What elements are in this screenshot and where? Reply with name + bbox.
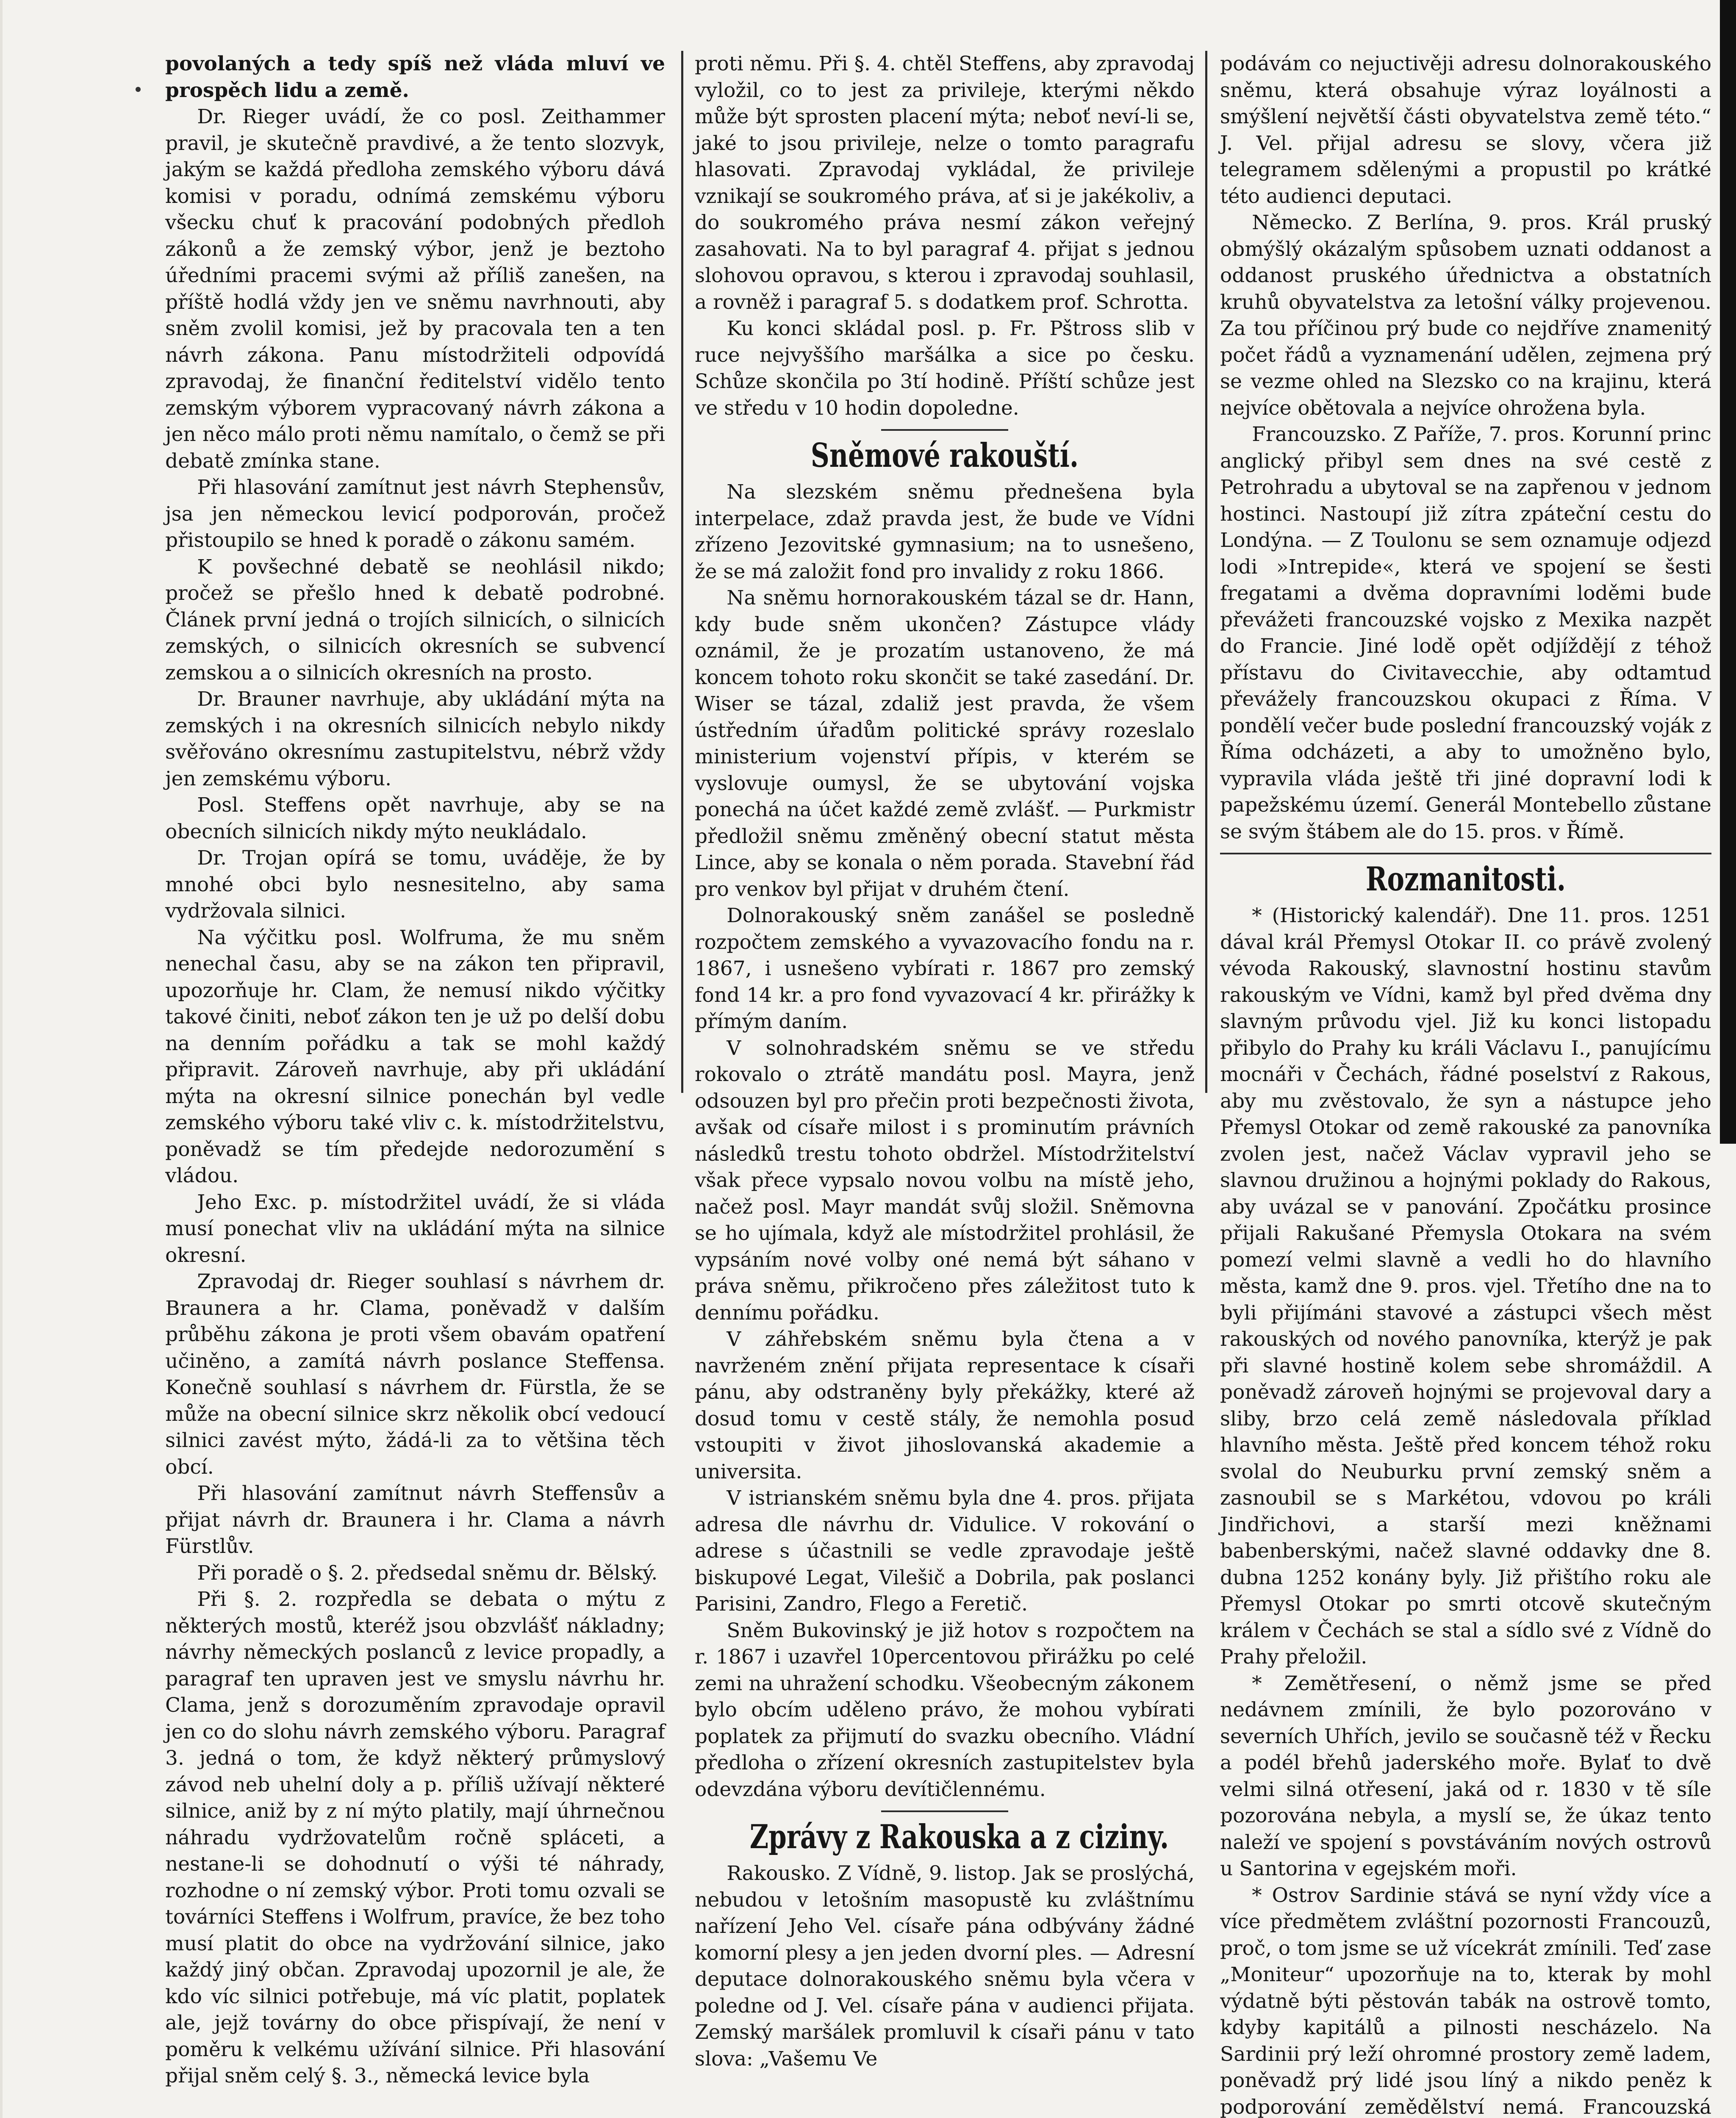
paragraph: K povšechné debatě se neohlásil nikdo; pročež se přešlo hned k debatě podrobné. Článek první jedná o trojích silnicích, o silnicích zemských, o silnicích okresních se subvencí zemskou a o silnicích okresních na prosto. [165,555,665,685]
column-3 [1220,51,1711,2118]
paragraph: Zpravodaj dr. Rieger souhlasí s návrhem dr. Braunera a hr. Clama, poněvadž v dalším průběhu zákona je proti všem obavám opatření učiněno, a zamítá návrh poslance Steffensa. Konečně souhlasí s návrhem dr. Fürstla, že se může na obecní silnice skrz několik obcí vedoucí silnici zavést mýto, žádá-li za to většina těch obcí. [165,1270,665,1479]
column-rule-1 [681,51,683,1093]
paragraph: podávám co nejuctivěji adresu dolnorakouského sněmu, která obsahuje výraz loyálnosti a smýšlení největší části obyvatelstva země této.“ J. Vel. přijal adresu se slovy, včera již telegramem sdělenými a propustil po krátké této audienci deputaci. [1220,52,1711,208]
paragraph: Ku konci skládal posl. p. Fr. Pštross slib v ruce nejvyššího maršálka a sice po česku. Schůze skončila po 3tí hodině. Příští schůze jest ve středu v 10 hodin dopoledne. [695,317,1195,420]
section-heading: Zprávy z Rakouska a z ciziny. [749,1818,1169,1856]
paragraph: Francouzsko. Z Paříže, 7. pros. Korunní princ anglický přibyl sem dnes na své cestě z Petrohradu a ubytoval se na zapřenou v jednom hostinci. Nastoupí již zítra zpáteční cestu do Londýna. — Z Toulonu se sem oznamuje odjezd lodi »Intrepide«, která ve spojení se šesti fregatami a dvěma dopravními loděmi bude převážeti francouzské vojsko z Mexika nazpět do Francie. Jiné lodě opět odjíždějí z téhož přístavu do Civitavecchie, aby odtamtud převážely francouzskou okupaci z Říma. V pondělí večer bude poslední francouzský voják z Říma odcházeti, a aby to umožněno bylo, vypravila vláda ještě tři jiné dopravní lodi k papežskému území. Generál Montebello zůstane se svým štábem ale do 15. pros. v Římě. [1220,423,1711,843]
paragraph: * Ostrov Sardinie stává se nyní vždy více a více předmětem zvláštní pozornosti Francouzů, proč, o tom jsme se už vícekrát zmínili. Teď zase „Moniteur“ upozorňuje na to, kterak by mohl výdatně býti pěstován tabák na ostrově tomto, kdyby kapitálů a pilnosti nescházelo. Na Sardinii prý leží ohromné prostory země ladem, poněvadž prý lidé jsou líný a nikdo peněz k podporování zemědělství nemá. Francouzská [1220,1883,1711,2118]
paragraph: V záhřebském sněmu byla čtena a v navrženém znění přijata representace k císaři pánu, aby odstraněny byly překážky, které až dosud tomu v cestě stály, že nemohla posud vstoupiti v život jihoslovanská akademie a universita. [695,1328,1195,1483]
column-1 [165,51,665,2088]
paragraph: Německo. Z Berlína, 9. pros. Král pruský obmýšlý okázalým spůsobem uznati oddanost a oddanost pruského úřednictva a obstatních kruhů obyvatelstva za letošní války projevenou. Za tou příčinou prý bude co nejdříve znamenitý počet řádů a vyznamenání udělen, zejmena prý se vezme ohled na Slezsko co na krajinu, která nejvíce obětovala a nejvíce ohrožena byla. [1220,211,1711,420]
paragraph: V istrianském sněmu byla dne 4. pros. přijata adresa dle návrhu dr. Vidulice. V rokování o adrese s účastnili se vedle zpravodaje ještě biskupové Legat, Vilešič a Dobrila, pak poslanci Parisini, Zandro, Flego a Feretič. [695,1486,1195,1616]
paragraph: Při hlasování zamítnut návrh Steffensův a přijat návrh dr. Braunera i hr. Clama a návrh Fürstlův. [165,1482,665,1558]
paragraph: povolaných a tedy spíš než vláda mluví ve prospěch lidu a země. [165,52,665,102]
paragraph: Při §. 2. rozpředla se debata o mýtu z některých mostů, kteréž jsou obzvlášť nákladny; návrhy německých poslanců z levice propadly, a paragraf ten upraven jest ve smyslu návrhu hr. Clama, jenž s dorozuměním zpravodaje opravil jen co do slohu návrh zemského výboru. Paragraf 3. jedná o tom, že když některý průmyslový závod neb uhelní doly a p. příliš užívají některé silnice, aniž by z ní mýto platily, mají úhrnečnou náhradu vydržovatelům ročně spláceti, a nestane-li se dohodnutí o výši té náhrady, rozhodne o ní zemský výbor. Proti tomu ozvali se továrníci Steffens i Wolfrum, pravíce, že bez toho musí platit do obce na vydržování silnice, jako každý jiný občan. Zpravodaj upozornil je ale, že kdo víc silnici potřebuje, má víc platit, poplatek ale, jejž továrny do obce přispívají, že není v poměru k velkému užívání silnice. Při hlasování přijal sněm celý §. 3., německá levice byla [165,1588,665,2088]
paragraph: Při hlasování zamítnut jest návrh Stephensův, jsa jen německou levicí podporován, pročež přistoupilo se hned k poradě o zákonu samém. [165,476,665,552]
paragraph: proti němu. Při §. 4. chtěl Steffens, aby zpravodaj vyložil, co to jest za privileje, kterými někdo může být sprosten placení mýta; neboť neví-li se, jaké to jsou privileje, nelze o tomto paragrafu hlasovati. Zpravodaj vykládal, že privileje vznikají se soukromého práva, ať si je jakékoliv, a do soukromého práva nesmí zákon veřejný zasahovati. Na to byl paragraf 4. přijat s jednou slohovou opravou, s kterou i zpravodaj souhlasil, a rovněž i paragraf 5. s dodatkem prof. Schrotta. [695,52,1195,314]
column-rule-2 [1205,51,1207,1093]
paragraph: Sněm Bukovinský je již hotov s rozpočtem na r. 1867 i uzavřel 10percentovou přirážku po celé zemi na uhražení schodku. Všeobecným zákonem bylo obcím uděleno právo, že mohou vybírati poplatek za přijmutí do svazku obecního. Vládní předloha o zřízení okresních zastupitelstev byla odevzdána výboru devítičlennému. [695,1619,1195,1801]
paragraph: Na sněmu hornorakouském tázal se dr. Hann, kdy bude sněm ukončen? Zástupce vlády oznámil, že je prozatím ustanoveno, že má koncem tohoto roku skončit se také zasedání. Dr. Wiser se tázal, zdaliž jest pravda, že všem ústředním úřadům politické správy rozeslalo ministerium vojenství přípis, v kterém se vyslovuje oumysl, že se ubytování vojska ponechá na účet každé země zvlášť. — Purkmistr předložil sněmu změněný obecní statut města Lince, aby se konala o něm porada. Stavební řád pro venkov byl přijat v druhém čtení. [695,586,1195,901]
section-divider [881,429,1008,431]
column-2 [695,51,1195,2071]
paragraph: V solnohradském sněmu se ve středu rokovalo o ztrátě mandátu posl. Mayra, jenž odsouzen byl pro přečin proti bezpečnosti života, avšak od císaře milost i s prominutím právních následků trestu tohoto obdržel. Místodržitelství však přece vypsalo novou volbu na místě jeho, načež posl. Mayr mandát svůj složil. Sněmovna se ho ujímala, když ale místodržitel prohlásil, že vypsáním nové volby oné nemá být sáhano v práva sněmu, přikročeno přes záležitost tuto k dennímu pořádku. [695,1036,1195,1325]
paragraph: * (Historický kalendář). Dne 11. pros. 1251 dával král Přemysl Otokar II. co právě zvolený vévoda Rakouský, slavnostní hostinu stavům rakouským ve Vídni, kamž byl před dvěma dny slavným průvodu vjel. Již ku konci listopadu přibylo do Prahy ku králi Václavu I., panujícímu mocnáři v Čechách, řádné poselství z Rakous, aby mu zvěstovalo, že syn a nástupce jeho Přemysl Otokar od země rakouské za panovníka zvolen jest, načež Václav vypravil jeho se slavnou družinou a hojnými poklady do Rakous, aby uvázal se v panování. Zpočátku prosince přijali Rakušané Přemysla Otokara na svém pomezí velmi slavně a vedli ho do hlavního města, kamž dne 9. pros. vjel. Třetího dne na to byli přijímáni stavové a zástupci všech měst rakouských od nového panovníka, kterýž je pak při slavné hostině kolem sebe shromáždil. A poněvadž zároveň hojnými se projevoval dary a sliby, brzo celá země následovala příklad hlavního města. Ještě před koncem téhož roku svolal do Neuburku první zemský sněm a zasnoubil se s Markétou, vdovou po králi Jindřichovi, a starší mezi kněžnami babenberskými, načež slavné oddavky dne 8. dubna 1252 konány byly. Již přištího roku ale Přemysl Otokar po smrti otcově skutečným králem v Čechách se stal a sídlo své z Vídně do Prahy přeložil. [1220,904,1711,1669]
paragraph: Na výčitku posl. Wolfruma, že mu sněm nenechal času, aby se na zákon ten připravil, upozorňuje hr. Clam, že nemusí nikdo výčitky takové činiti, neboť zákon ten je už po delší dobu na denním pořádku a tak se mohl každý připravit. Zároveň navrhuje, aby při ukládání mýta na okresní silnice ponechán byl vedle zemského výboru také vliv c. k. místodržitelstvu, poněvadž se tím předejde nedorozumění s vládou. [165,926,665,1187]
ink-dot [136,87,141,92]
paragraph: Při poradě o §. 2. předsedal sněmu dr. Bělský. [197,1561,658,1585]
section-divider [1220,853,1711,854]
section-divider [881,1810,1008,1812]
paragraph: Posl. Steffens opět navrhuje, aby se na obecních silnicích nikdy mýto neukládalo. [165,793,665,843]
section-heading: Rozmanitosti. [1365,860,1566,898]
page-edge [0,0,3,2118]
paragraph: * Zemětřesení, o němž jsme se před nedávnem zmínili, že bylo pozorováno v severních Uhřích, jevilo se současně též v Řecku a podél břehů jaderského moře. Bylať to dvě velmi silná otřesení, jaká od r. 1830 v tě síle pozorována nebyla, a myslí se, že úkaz tento naleží ve spojení s povstáváním nových ostrovů u Santorina v egejském moři. [1220,1672,1711,1880]
section-heading: Sněmové rakouští. [810,436,1079,475]
paragraph: Jeho Exc. p. místodržitel uvádí, že si vláda musí ponechat vliv na ukládání mýta na silnice okresní. [165,1190,665,1267]
paragraph: Dolnorakouský sněm zanášel se posledně rozpočtem zemského a vyvazovacího fondu na r. 1867, i usnešeno vybírati r. 1867 pro zemský fond 14 kr. a pro fond vyvazovací 4 kr. přirážky k přímým daním. [695,904,1195,1033]
paragraph: Na slezském sněmu přednešena byla interpelace, zdaž pravda jest, že bude ve Vídni zřízeno Jezovitské gymnasium; na to usnešeno, že se má založit fond pro invalidy z roku 1866. [695,480,1195,583]
right-border-strip [1720,0,1736,1144]
paragraph: Dr. Rieger uvádí, že co posl. Zeithammer pravil, je skutečně pravdivé, a že tento slozvyk, jakým se každá předloha zemského výboru dává komisi v poradu, odnímá zemskému výboru všecku chuť k pracování podobných předloh zákonů a že zemský výbor, jenž je beztoho úředními pracemi svými až příliš zanešen, na příště hodlá vždy jen ve sněmu navrhnouti, aby sněm zvolil komisi, jež by pracovala ten a ten návrh zákona. Panu místodržiteli odpovídá zpravodaj, že finanční ředitelství vidělo tento zemským výborem vypracovaný návrh zákona a jen něco málo proti němu namítalo, o čemž se při debatě zmínka stane. [165,105,665,473]
paragraph: Dr. Brauner navrhuje, aby ukládání mýta na zemských i na okresních silnicích nebylo nikdy svěřováno okresnímu zastupitelstvu, nébrž vždy jen zemskému výboru. [165,688,665,790]
paragraph: Rakousko. Z Vídně, 9. listop. Jak se proslýchá, nebudou v letošním masopustě ku zvláštnímu nařízení Jeho Vel. císaře pána odbývány žádné komorní plesy a jen jeden dvorní ples. — Adresní deputace dolnorakouského sněmu byla včera v poledne od J. Vel. císaře pána v audienci přijata. Zemský maršálek promluvil k císaři pánu v tato slova: „Vašemu Ve [695,1862,1195,2071]
paragraph: Dr. Trojan opírá se tomu, uváděje, že by mnohé obci bylo nesnesitelno, aby sama vydržovala silnici. [165,846,665,923]
